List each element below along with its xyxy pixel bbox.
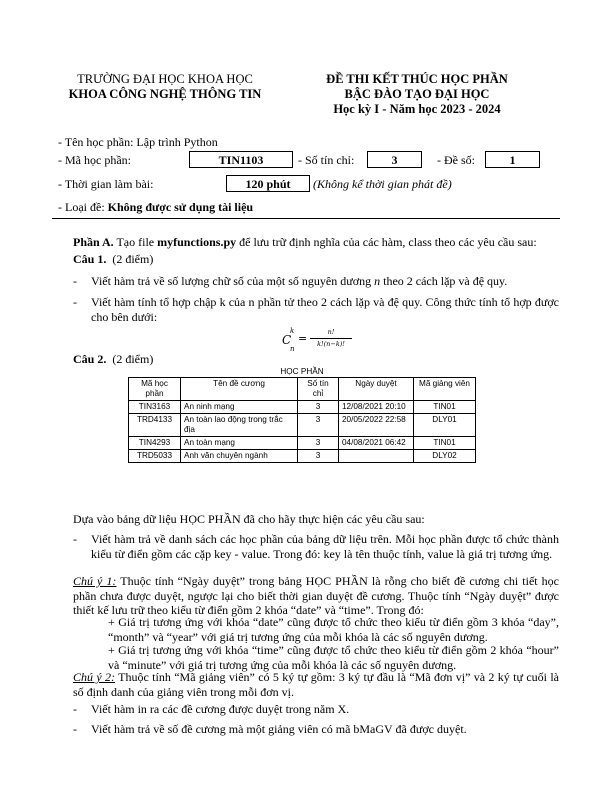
q2-label: Câu 2. — [73, 352, 107, 366]
q2-plus1: + Giá trị tương ứng với khóa “date” cũng được tổ chức theo kiểu từ điển gồm 3 khóa “day”, “month” và “year” với giá trị tương ứng của mỗi khóa là các số nguyên dương. — [108, 615, 559, 644]
formula-n: n — [290, 345, 295, 353]
course-name: - Tên học phần: Lập trình Python — [58, 135, 218, 149]
exam-no-label: - Đề số: — [437, 153, 475, 167]
formula-numerator: n! — [327, 328, 335, 336]
q2-req1-bullet: - — [73, 532, 77, 546]
combination-formula — [282, 325, 362, 365]
col-header: Ngày duyệt — [339, 378, 414, 401]
table-row: TRD4133 An toàn lao động trong trắc địa 3 20/05/2022 22:58 DLY01 — [129, 414, 476, 437]
credits-box: 3 — [367, 151, 422, 168]
formula-k: k — [290, 327, 295, 335]
duration-note: (Không kể thời gian phát đề) — [313, 177, 452, 191]
q2-note2: Chú ý 2: Thuộc tính “Mã giảng viên” có 5 ký tự gồm: 3 ký tự đầu là “Mã đơn vị” và 2 ký tự cuối là số định danh của giảng viên trong mỗi đơn vị. — [73, 670, 559, 699]
exam-no-box: 1 — [485, 151, 540, 168]
q2-note1: Chú ý 1: Thuộc tính “Ngày duyệt” trong bảng HỌC PHẦN là rỗng cho biết đề cương chi tiết học phần chưa được duyệt, ngược lại cho biết thời gian duyệt đề cương. Thuộc tính “Ngày duyệt” được thiết kế lưu trữ theo kiểu từ điển gồm 2 khóa “date” và “time”. Trong đó: — [73, 574, 560, 618]
exam-title: ĐỀ THI KẾT THÚC HỌC PHẦN — [326, 72, 508, 86]
q2-req1: Viết hàm trả về danh sách các học phần của bảng dữ liệu trên. Mỗi học phần được tổ chức thành kiểu từ điển gồm các cặp key - value. Trong đó: key là tên thuộc tính, value là giá trị tương ứng. — [91, 532, 559, 561]
q2-after-table: Dựa vào bảng dữ liệu HỌC PHẦN đã cho hãy thực hiện các yêu cầu sau: — [73, 512, 425, 526]
q2-points: (2 điểm) — [112, 352, 154, 366]
exam-type — [58, 200, 253, 214]
part-a-label: Phần A. — [73, 235, 114, 249]
formula-eq: = — [298, 332, 308, 345]
table-row: TRD5033 Anh văn chuyên ngành 3 DLY02 — [129, 450, 476, 463]
table-row: TIN4293 An toàn mạng 3 04/08/2021 06:42 TIN01 — [129, 437, 476, 450]
formula-denominator: k!(n−k)! — [317, 340, 345, 348]
exam-type-label: - Loại đề: — [58, 200, 105, 214]
q1-item2: Viết hàm tính tổ hợp chập k của n phần tử theo 2 cách lặp và đệ quy. Công thức tính tổ hợp được cho bên dưới: — [91, 295, 559, 324]
q1-label: Câu 1. — [73, 252, 107, 266]
header-divider — [52, 218, 560, 219]
col-header: Mã giảng viên — [414, 378, 476, 401]
note2-label: Chú ý 2: — [73, 670, 116, 684]
course-code-label: - Mã học phần: — [58, 153, 131, 167]
q2-req2: Viết hàm in ra các đề cương được duyệt trong năm X. — [91, 702, 350, 716]
formula-fraction-bar — [310, 338, 352, 339]
table-row: TIN3163 An ninh mạng 3 12/08/2021 20:10 TIN01 — [129, 401, 476, 414]
formula-c: C — [282, 333, 292, 347]
q2-plus2: + Giá trị tương ứng với khóa “time” cũng được tổ chức theo kiểu từ điển gồm 2 khóa “hour” và “minute” với giá trị tương ứng của mỗi khóa là các số nguyên dương. — [108, 643, 559, 672]
q2-req3-bullet: - — [73, 722, 77, 736]
duration-label: - Thời gian làm bài: — [58, 177, 154, 191]
q1-item1: Viết hàm trả về số lượng chữ số của một số nguyên dương n theo 2 cách lặp và đệ quy. — [91, 274, 508, 288]
credits-label: - Số tín chỉ: — [298, 153, 355, 167]
duration-box: 120 phút — [226, 175, 310, 192]
q1-item2-bullet: - — [73, 295, 77, 309]
q1-heading — [73, 252, 153, 267]
q1-item1-bullet: - — [73, 274, 77, 288]
part-a-intro: Phần A. Tạo file myfunctions.py để lưu trữ định nghĩa của các hàm, class theo các yêu cầu sau: — [73, 235, 537, 249]
q2-req3: Viết hàm trả về số đề cương mà một giảng viên có mã bMaGV đã được duyệt. — [91, 722, 467, 736]
exam-semester: Học kỳ I - Năm học 2023 - 2024 — [333, 102, 501, 116]
table-header-row — [129, 378, 476, 401]
col-header: Tên đề cương — [181, 378, 298, 401]
q2-req2-bullet: - — [73, 702, 77, 716]
col-header: Mã học phần — [129, 378, 181, 401]
note1-label: Chú ý 1: — [73, 574, 117, 588]
faculty-name: KHOA CÔNG NGHỆ THÔNG TIN — [68, 87, 262, 101]
exam-type-value: Không được sử dụng tài liệu — [107, 200, 254, 214]
school-name: TRƯỜNG ĐẠI HỌC KHOA HỌC — [77, 72, 253, 86]
hoc-phan-table-wrap — [128, 365, 476, 463]
exam-level: BẬC ĐÀO TẠO ĐẠI HỌC — [344, 87, 490, 101]
col-header: Số tín chỉ — [298, 378, 339, 401]
course-code-box: TIN1103 — [189, 151, 293, 168]
part-a-filename: myfunctions.py — [157, 235, 237, 249]
q1-points: (2 điểm) — [112, 252, 154, 266]
table-caption: HỌC PHẦN — [280, 367, 324, 376]
hoc-phan-table — [128, 365, 476, 463]
